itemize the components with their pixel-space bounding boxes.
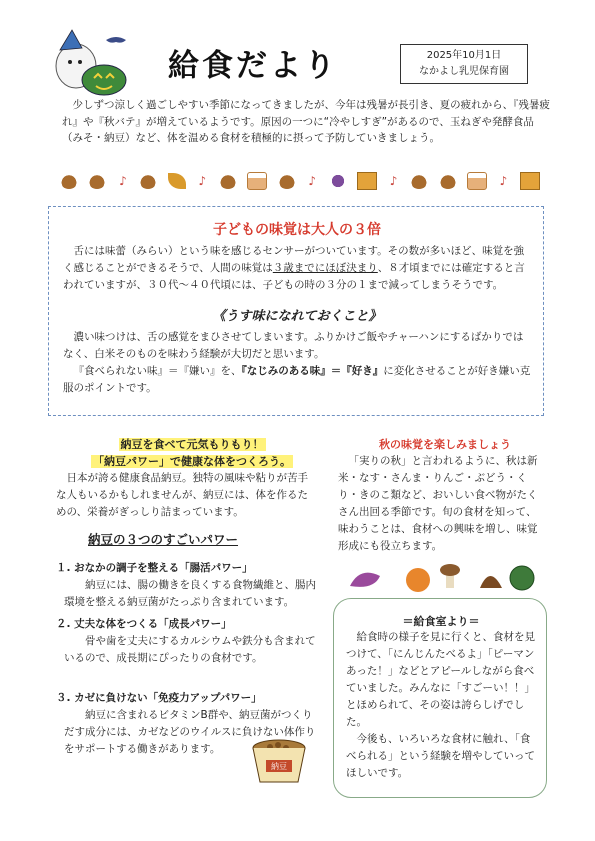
taste-article-box bbox=[48, 206, 544, 416]
cake-icon bbox=[247, 172, 267, 190]
chestnut-icon bbox=[88, 173, 106, 189]
kitchen-note-text: 今後も、いろいろな食材に触れ、「食べられる」という経験を増やしていってほしいです。 bbox=[346, 733, 535, 779]
intro-paragraph bbox=[62, 97, 550, 147]
highlight-text: 「納豆パワー」で健康な体をつくろう。 bbox=[93, 455, 291, 468]
autumn-decoration-row bbox=[60, 168, 540, 194]
autumn-flavor-text: 「実りの秋」と言われるように、秋は新米・なす・さんま・りんご・ぶどう・くり・きのこ類など、おいしい食べ物がたくさん出回る季節です。旬の食材を知って、味わうことは、食材への興味を増し、味覚形成にも役立ちます。 bbox=[338, 455, 538, 552]
light-taste-paragraph bbox=[63, 329, 533, 397]
light-taste-text: 濃い味つけは、舌の感覚をまひさせてしまいます。ふりかけご飯やチャーハンにするばかりではなく、白米そのものを味わう経験が大切だと思います。 bbox=[63, 331, 524, 360]
persimmon-icon bbox=[406, 568, 430, 592]
acorn-icon bbox=[139, 173, 157, 189]
chestnut-burr-icon bbox=[510, 566, 534, 590]
organization-name: なかよし乳児保育園 bbox=[419, 66, 509, 77]
cake-icon bbox=[467, 172, 487, 190]
text-span: 舌には味蕾（みらい）という味を感じるセンサーがついています。その数が多いほど、味覚を強く感じることができるそうで、人間の味覚は bbox=[63, 245, 525, 274]
kitchen-note-title: ＝給食室より＝ bbox=[402, 615, 480, 628]
power-heading: ２. 丈夫な体をつくる「成長パワー」 bbox=[56, 618, 232, 630]
taste-article-title: 子どもの味覚は大人の３倍 bbox=[213, 222, 381, 238]
date-box bbox=[400, 44, 528, 84]
bold-text: 『なじみのある味』＝『好き』 bbox=[241, 365, 384, 377]
power-heading: ３. カゼに負けない「免疫力アップパワー」 bbox=[56, 692, 262, 704]
taste-article-paragraph bbox=[63, 243, 533, 294]
text-span: に変化させることが好き嫌い克服のポイントです。 bbox=[63, 365, 531, 394]
chestnut-icon bbox=[480, 576, 502, 588]
natto-intro bbox=[56, 470, 318, 521]
newsletter-title: 給食だより bbox=[168, 48, 338, 84]
sweet-potato-icon bbox=[350, 573, 380, 587]
natto-cup-label: 納豆 bbox=[271, 762, 287, 771]
music-note-icon: ♪ bbox=[119, 174, 127, 188]
autumn-food-illustration bbox=[340, 556, 540, 596]
natto-title-line1 bbox=[72, 436, 312, 452]
power-text: 納豆に含まれるビタミンB群や、納豆菌がつくりだす成分には、カゼなどのウイルスに負けない体作りをサポートする働きがあります。 bbox=[64, 709, 316, 755]
natto-title-line2 bbox=[72, 453, 312, 469]
kitchen-note-box bbox=[333, 598, 547, 798]
natto-power-item bbox=[56, 560, 318, 611]
mushroom-icon bbox=[219, 173, 237, 189]
autumn-flavor-title: 秋の味覚を楽しみましょう bbox=[379, 438, 511, 451]
light-taste-subheading: 《うす味になれておくこと》 bbox=[212, 309, 382, 324]
autumn-flavor-paragraph bbox=[338, 453, 543, 555]
gift-icon bbox=[357, 172, 377, 190]
natto-intro-text: 日本が誇る健康食品納豆。独特の風味や粘りが苦手な人もいるかもしれませんが、納豆には、体を作るための、栄養がぎっしり詰まっています。 bbox=[56, 472, 308, 518]
leaf-icon bbox=[168, 173, 186, 189]
natto-powers-heading: 納豆の３つのすごいパワー bbox=[88, 532, 239, 547]
text-span: 、８才頃までには確定すると言われていますが、３０代～４０代頃には、子どもの時の３分の１まで減ってしまうそうです。 bbox=[63, 262, 525, 291]
music-note-icon: ♪ bbox=[198, 174, 207, 188]
power-text: 納豆には、腸の働きを良くする食物繊維と、腸内環境を整える納豆菌がたっぷり含まれています。 bbox=[64, 579, 316, 608]
text-span: 『食べられない味』＝『嫌い』を、 bbox=[73, 365, 242, 377]
mushroom-icon bbox=[440, 564, 460, 576]
chestnut-icon bbox=[60, 173, 78, 189]
music-note-icon: ♪ bbox=[389, 174, 398, 188]
power-text: 骨や歯を丈夫にするカルシウムや鉄分も含まれているので、成長期にぴったりの食材です。 bbox=[64, 635, 316, 664]
highlight-text: 納豆を食べて元気もりもり！ bbox=[120, 438, 264, 451]
underlined-text: ３歳までにほぼ決まり bbox=[272, 262, 378, 274]
natto-cup-illustration bbox=[248, 736, 310, 786]
acorn-icon bbox=[278, 173, 296, 189]
drum-icon bbox=[520, 172, 540, 190]
intro-text: 少しずつ涼しく過ごしやすい季節になってきましたが、今年は残暑が長引き、夏の疲れから、『残暑疲れ』や『秋バテ』が増えているようです。原因の一つに“冷やしすぎ”があるので、玉ねぎや発酵食品（みそ・納豆）など、体を温める食材を積極的に摂って予防していきましょう。 bbox=[62, 99, 550, 144]
chestnut-icon bbox=[410, 173, 428, 189]
acorn-icon bbox=[439, 173, 457, 189]
issue-date: 2025年10月1日 bbox=[426, 50, 502, 61]
kitchen-note-text: 給食時の様子を見に行くと、食材を見つけて、「にんじんたべるよ」「ピーマンあった！」などとアピールしながら食べていました。みんなに「すごーい！！」とほめられて、その姿は誇らしげでした。 bbox=[346, 631, 535, 728]
power-heading: １. おなかの調子を整える「腸活パワー」 bbox=[56, 562, 253, 574]
natto-power-item bbox=[56, 616, 318, 667]
music-note-icon: ♪ bbox=[308, 174, 317, 188]
grape-icon bbox=[329, 173, 347, 189]
music-note-icon: ♪ bbox=[499, 174, 508, 188]
halloween-ghost-illustration bbox=[46, 28, 134, 98]
kitchen-note-body bbox=[346, 629, 540, 782]
